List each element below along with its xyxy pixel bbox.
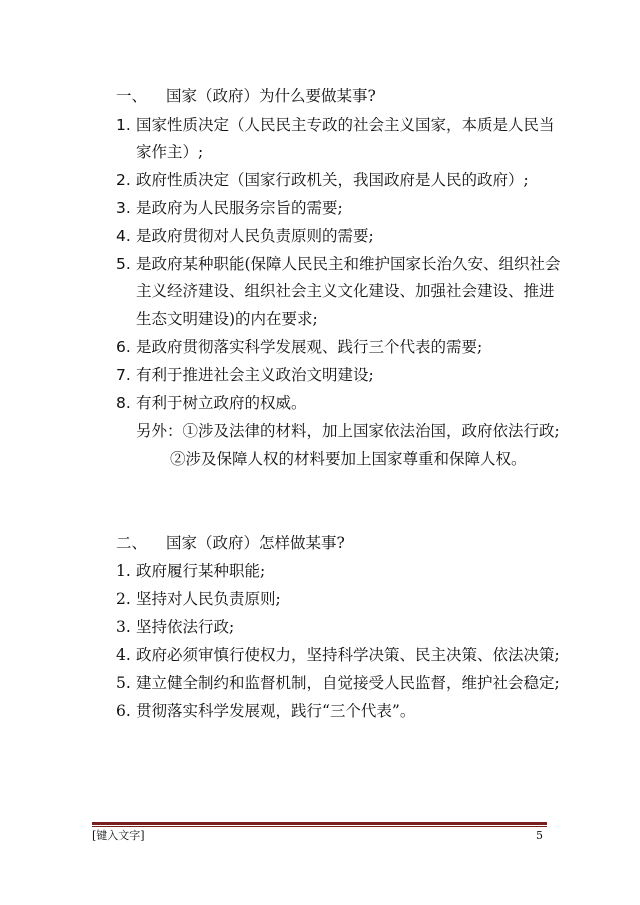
s2-item-4-number: 4. [116,646,131,664]
s1-item-1-number: 1. [116,116,131,134]
s1-item-6 [116,337,482,357]
footer-rule-thick [92,822,547,825]
s1-item-4-number: 4. [116,227,131,245]
s1-item-8 [116,393,307,413]
s2-item-6 [116,701,415,721]
s2-item-3-number: 3. [116,618,131,636]
s1-note-line-1: 另外：①涉及法律的材料，加上国家依法治国，政府依法行政; [136,422,560,440]
s1-item-1-line-2 [136,142,203,162]
s1-item-6-number: 6. [116,338,131,356]
s1-item-5-line-3 [136,309,318,329]
s2-item-3-text: 坚持依法行政; [136,618,235,636]
s2-item-1 [116,561,265,581]
section1-number: 一、 [116,87,148,105]
s1-note-line-2: ②涉及保障人权的材料要加上国家尊重和保障人权。 [170,450,527,468]
section1-heading [116,86,376,106]
s1-item-1-text-1: 国家性质决定（人民民主专政的社会主义国家，本质是人民当 [136,116,555,134]
section2-number: 二、 [116,534,148,552]
s1-item-7 [116,365,374,385]
s1-item-1-text-2: 家作主）; [136,143,204,161]
s2-item-1-number: 1. [116,562,131,580]
section2-heading [116,533,345,553]
s2-item-2-number: 2. [116,590,131,608]
s2-item-5 [116,673,560,693]
section1-title: 国家（政府）为什么要做某事? [166,87,376,105]
s1-item-7-text: 有利于推进社会主义政治文明建设; [136,366,374,384]
s1-item-5-text-3: 生态文明建设)的内在要求; [136,310,318,328]
s1-item-5-line-2 [136,281,555,301]
s1-item-3 [116,198,343,218]
s1-item-2-number: 2. [116,171,131,189]
s2-item-4-text: 政府必须审慎行使权力，坚持科学决策、民主决策、依法决策; [136,646,560,664]
s1-item-5-line-1 [116,254,561,274]
s2-item-3 [116,617,234,637]
s2-item-5-text: 建立健全制约和监督机制，自觉接受人民监督，维护社会稳定; [136,674,560,692]
s1-item-5-text-1: 是政府某种职能(保障人民民主和维护国家长治久安、组织社会 [136,255,561,273]
s2-item-2 [116,589,281,609]
s1-item-3-text: 是政府为人民服务宗旨的需要; [136,199,343,217]
s2-item-6-number: 6. [116,702,131,720]
s1-item-5-text-2: 主义经济建设、组织社会主义文化建设、加强社会建设、推进 [136,282,555,300]
s2-item-6-text: 贯彻落实科学发展观，践行“三个代表”。 [136,702,416,720]
s1-item-5-number: 5. [116,255,131,273]
footer-rule-thin [92,826,547,827]
s1-item-6-text: 是政府贯彻落实科学发展观、践行三个代表的需要; [136,338,483,356]
s1-item-3-number: 3. [116,199,131,217]
s1-item-2 [116,170,529,190]
s1-item-4 [116,226,374,246]
page-number: 5 [536,829,543,842]
s1-item-8-text: 有利于树立政府的权威。 [136,394,307,412]
section2-title: 国家（政府）怎样做某事? [166,534,345,552]
s1-item-7-number: 7. [116,366,131,384]
s1-item-4-text: 是政府贯彻对人民负责原则的需要; [136,227,374,245]
s2-item-4 [116,645,560,665]
s2-item-2-text: 坚持对人民负责原则; [136,590,281,608]
footer-placeholder-text: [键入文字] [92,829,145,842]
s2-item-5-number: 5. [116,674,131,692]
s1-item-8-number: 8. [116,394,131,412]
s1-item-1-line-1 [116,115,555,135]
s1-item-2-text: 政府性质决定（国家行政机关，我国政府是人民的政府）; [136,171,529,189]
s2-item-1-text: 政府履行某种职能; [136,562,266,580]
